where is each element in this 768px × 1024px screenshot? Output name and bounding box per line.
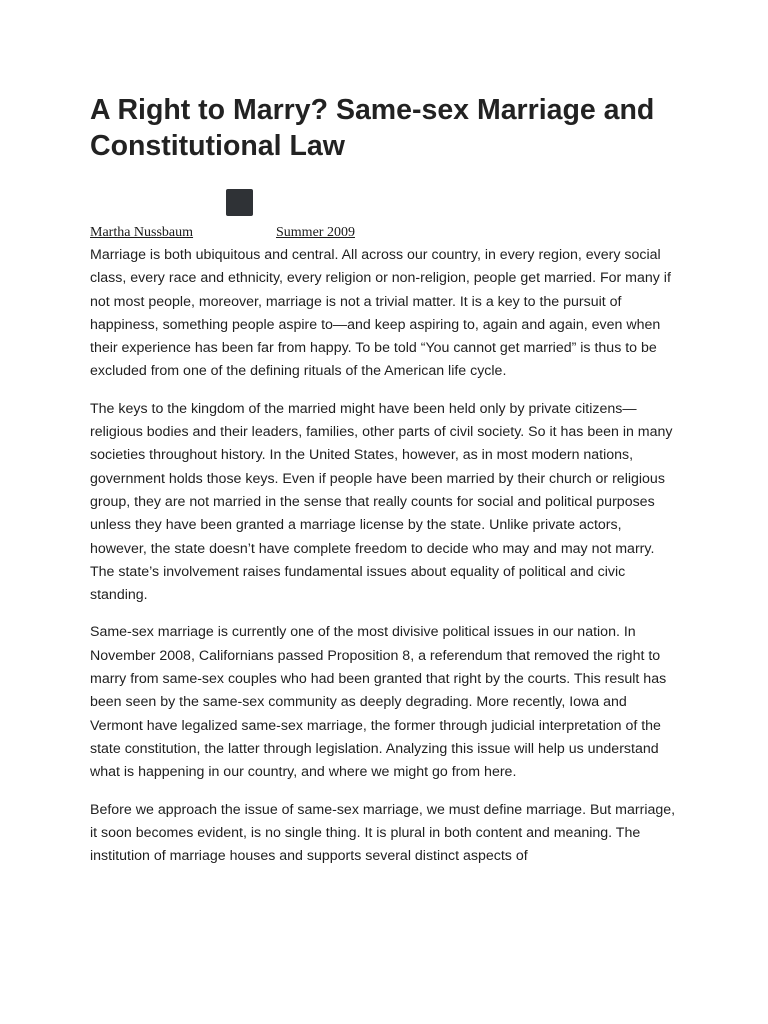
image-placeholder-icon[interactable] <box>226 189 253 216</box>
article-body <box>90 244 680 882</box>
article-title: A Right to Marry? Same-sex Marriage and Constitutional Law <box>90 94 655 162</box>
byline <box>90 224 680 242</box>
paragraph: Before we approach the issue of same-sex marriage, we must define marriage. But marriage, it soon becomes evident, is no single thing. It is plural in both content and meaning. The institution of marriage houses and supports several distinct aspects of <box>90 801 676 865</box>
author-link[interactable]: Martha Nussbaum <box>90 225 194 240</box>
paragraph: Same-sex marriage is currently one of the most divisive political issues in our nation. In November 2008, Californians passed Proposition 8, a referendum that removed the right to marry from same-sex couples who had been granted that right by the courts. This result has been seen by the same-sex community as deeply degrading. More recently, Iowa and Vermont have legalized same-sex marriage, the former through judicial interpretation of the state constitution, the latter through legislation. Analyzing this issue will help us understand what is happening in our country, and where we might go from here. <box>90 624 667 781</box>
paragraph: The keys to the kingdom of the married might have been held only by private citizens—religious bodies and their leaders, families, other parts of civil society. So it has been in many societies throughout history. In the United States, however, as in most modern nations, government holds those keys. Even if people have been married by their church or religious group, they are not married in the sense that really counts for social and political purposes unless they have been granted a marriage license by the state. Unlike private actors, however, the state doesn’t have complete freedom to decide who may and may not marry. The state’s involvement raises fundamental issues about equality of political and civic standing. <box>90 400 673 604</box>
date-link[interactable]: Summer 2009 <box>276 225 355 240</box>
paragraph: Marriage is both ubiquitous and central. All across our country, in every region, every social class, every race and ethnicity, every religion or non-religion, people get married. For many if not most people, moreover, marriage is not a trivial matter. It is a key to the pursuit of happiness, something people aspire to—and keep aspiring to, again and again, even when their experience has been far from happy. To be told “You cannot get married” is thus to be excluded from one of the defining rituals of the American life cycle. <box>90 247 671 380</box>
